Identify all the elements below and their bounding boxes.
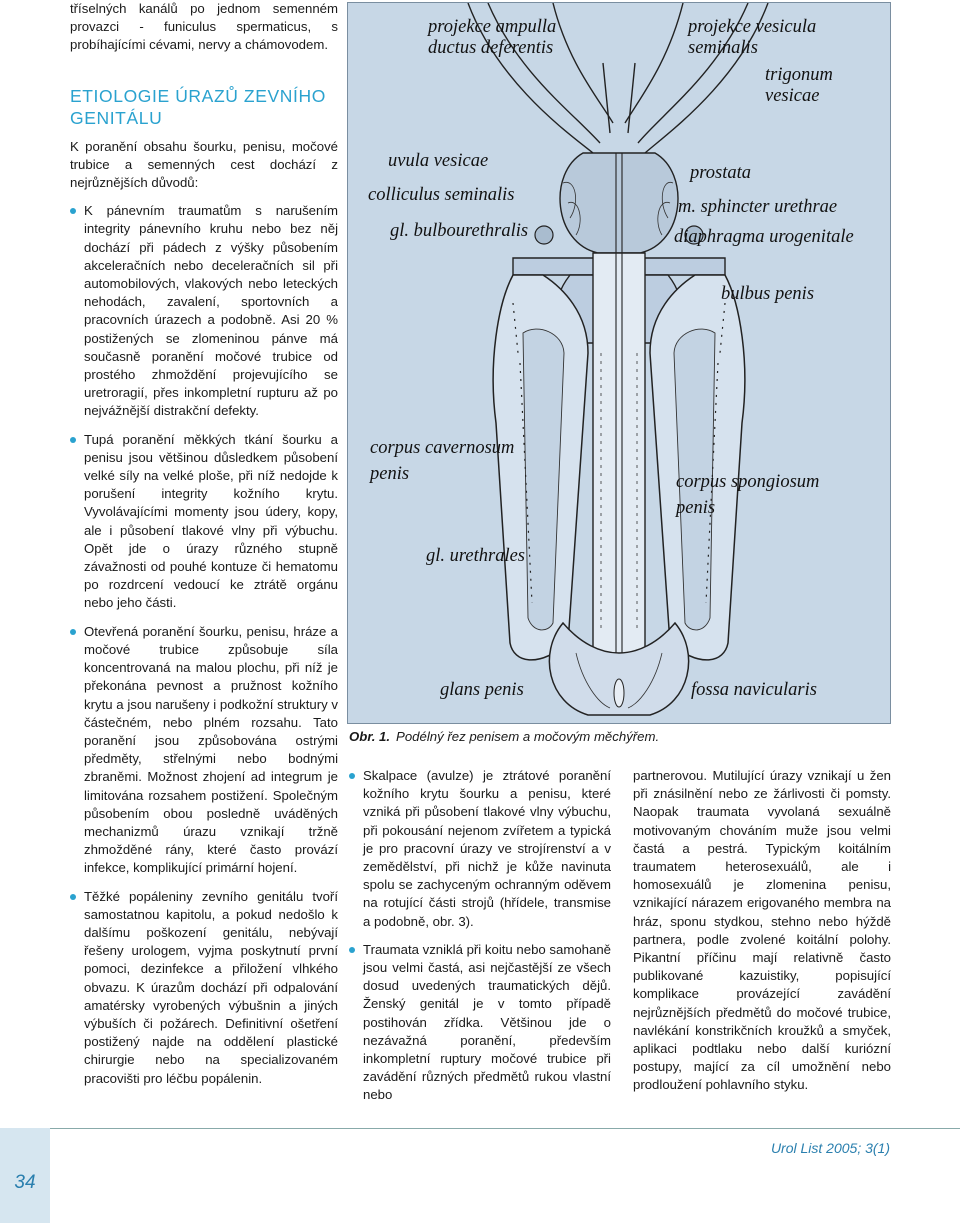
list-item-text: Otevřená poranění šourku, penisu, hráze a močové trubice způsobuje síla koncentrovaná na malou plochu, při níž je překonána pevnost a pružnost kožního krytu a jsou narušeny i podkožní struktury v částečném, nebo plném rozsahu. Tato poranění jsou způsobována ostrými předměty, střelnými nebo bodnými zbraněmi. Možnost zhojení ad integrum je limitována rozsahem postižení. Společným působením obou posledně uváděných mechanizmů úrazu vznikají tržně zhmožděné rány, které často provází infekce, komplikující primární hojení. bbox=[84, 623, 338, 876]
list-item bbox=[70, 888, 338, 1088]
list-item bbox=[349, 767, 611, 931]
label-bulbus: bulbus penis bbox=[721, 284, 815, 304]
left-column bbox=[70, 0, 338, 1098]
label-ampulla: projekce ampulla ductus deferentis bbox=[428, 17, 557, 58]
bullet-icon bbox=[70, 894, 76, 900]
journal-reference: Urol List 2005; 3(1) bbox=[770, 1140, 890, 1156]
list-item-text: Traumata vzniklá při koitu nebo samohaně jsou velmi častá, asi nejčastější ze všech dosud uvedených traumatických dějů. Ženský genitál je v tomto případě postihován zřídka. Většinou jde o nezávažná poranění, především inkompletní ruptury močové trubice při zavádění různých předmětů rukou vlastní nebo bbox=[363, 941, 612, 1103]
list-item bbox=[70, 431, 338, 613]
list-item-text: Tupá poranění měkkých tkání šourku a penisu jsou většinou důsledkem působení velké síly na velké ploše, při níž nedojde k porušení integrity kožního krytu. Vyvolávajícími momenty jsou údery, kopy, ale i působení tlakové vlny při výbuchu. Opět jde o úrazy různého stupně závažnosti od pouhé kontuze či hematomu po rozdrcení vedoucí ke ztrátě orgánu nebo jeho části. bbox=[84, 431, 338, 611]
label-trigonum: trigonum vesicae bbox=[765, 65, 833, 106]
section-heading: ETIOLOGIE ÚRAZŮ ZEVNÍHO GENITÁLU bbox=[70, 85, 326, 128]
bullet-icon bbox=[70, 208, 76, 214]
label-bulbourethralis: gl. bulbourethralis bbox=[390, 221, 529, 241]
label-vesicula: projekce vesicula seminalis bbox=[688, 17, 817, 58]
label-prostata: prostata bbox=[690, 163, 751, 183]
list-item bbox=[70, 623, 338, 878]
label-colliculus: colliculus seminalis bbox=[368, 185, 515, 205]
footer-divider bbox=[0, 1128, 960, 1129]
label-urethrales: gl. urethrales bbox=[426, 546, 526, 566]
gland-left bbox=[535, 226, 553, 244]
label-cavernosum: corpus cavernosum penis bbox=[370, 438, 515, 484]
label-diaphragma: diaphragma urogenitale bbox=[674, 227, 854, 247]
right-column bbox=[633, 767, 891, 1105]
label-sphincter: m. sphincter urethrae bbox=[678, 197, 838, 217]
label-glans: glans penis bbox=[440, 680, 524, 700]
label-uvula: uvula vesicae bbox=[388, 151, 489, 171]
list-item-text: K pánevním traumatům s narušením integrity pánevního kruhu nebo bez něj dochází při pádech z výšky působením akceleračních nebo deceleračních sil při automobilových, vlakových nebo leteckých nehodách, zavalení, sportovních a pracovních úrazech a podobně. Asi 20 % postižených se zlomeninou pánve má současně poranění močové trubice od prostého zhmoždění projevujícího se uretroragií, přes inkompletní rupturu až po nejvážnější distrakční defekty. bbox=[84, 203, 338, 419]
fossa-navicularis-mark bbox=[614, 679, 624, 707]
list-item-text: Skalpace (avulze) je ztrátové poranění kožního krytu šourku a penisu, které vzniká při působení tlakové vlny výbuchu, při pokousání nejenom zvířetem a typická je pro pracovní úrazy ve strojírenství a v zemědělství, při nichž je kůže navinuta spolu se zachyceným ochranným oděvem na rotující části strojů (hřídele, transmise a podobně, obr. 3). bbox=[363, 768, 611, 929]
intro-paragraph: tříselných kanálů po jednom semenném provazci - funiculus spermaticus, s probíhajícími cévami, nervy a chámovodem. bbox=[70, 1, 338, 53]
bullet-icon bbox=[70, 629, 76, 635]
figure-caption bbox=[349, 729, 659, 744]
anatomy-figure bbox=[347, 2, 891, 724]
bullet-list bbox=[70, 202, 338, 1088]
right-paragraph: partnerovou. Mutilující úrazy vznikají u žen při znásilnění nebo ze žárlivosti či pomsty. Naopak traumata vyvolaná sexuálně motivovaným chováním muže jsou velmi častá a pestrá. Typickým koitálním traumatem heterosexuálů, ale i homosexuálů je zlomenina penisu, vznikající nárazem erigovaného membra na hráz, sponu stydkou, stehno nebo hýždě partnera, podle zvolené koitální polohy. Pikantní příčinu mají relativně často publikované kazuistiky, popisující komplikace provázející zavádění nejrůznějších předmětů do močové trubice, navlékání konstrikčních kroužků a smyček, aplikaci podtlaku nebo další kuriózní postupy, mající za cíl umožnění nebo prodloužení pohlavního styku. bbox=[633, 768, 891, 1093]
list-item bbox=[349, 941, 611, 1105]
caption-text: Podélný řez penisem a močovým měchýřem. bbox=[396, 729, 660, 744]
bullet-icon bbox=[70, 437, 76, 443]
middle-column bbox=[349, 767, 611, 1115]
list-item bbox=[70, 202, 338, 420]
anatomy-drawing bbox=[348, 3, 890, 723]
page-number: 34 bbox=[14, 1172, 36, 1193]
lead-paragraph: K poranění obsahu šourku, penisu, močové trubice a semenných cest dochází z nejrůznějších důvodů: bbox=[70, 138, 338, 191]
label-spongiosum: corpus spongiosum penis bbox=[676, 472, 820, 518]
bullet-icon bbox=[349, 773, 355, 779]
bullet-list bbox=[349, 767, 611, 1105]
list-item-text: Těžké popáleniny zevního genitálu tvoří samostatnou kapitolu, a pokud nedošlo k dalšímu poškození genitálu, nebývají řešeny urologem, vyjma poskytnutí první pomoci, dezinfekce a přiložení vlhkého obvazu. K úrazům dochází při odpalování amatérsky vyrobených výbušnin a jiných výbuších či požárech. Definitivní ošetření postižený najde na oddělení plastické chirurgie nebo na specializovaném pracovišti pro léčbu popálenin. bbox=[84, 888, 338, 1086]
caption-number: Obr. 1. bbox=[349, 729, 391, 744]
label-fossa: fossa navicularis bbox=[691, 680, 817, 700]
bullet-icon bbox=[349, 947, 355, 953]
